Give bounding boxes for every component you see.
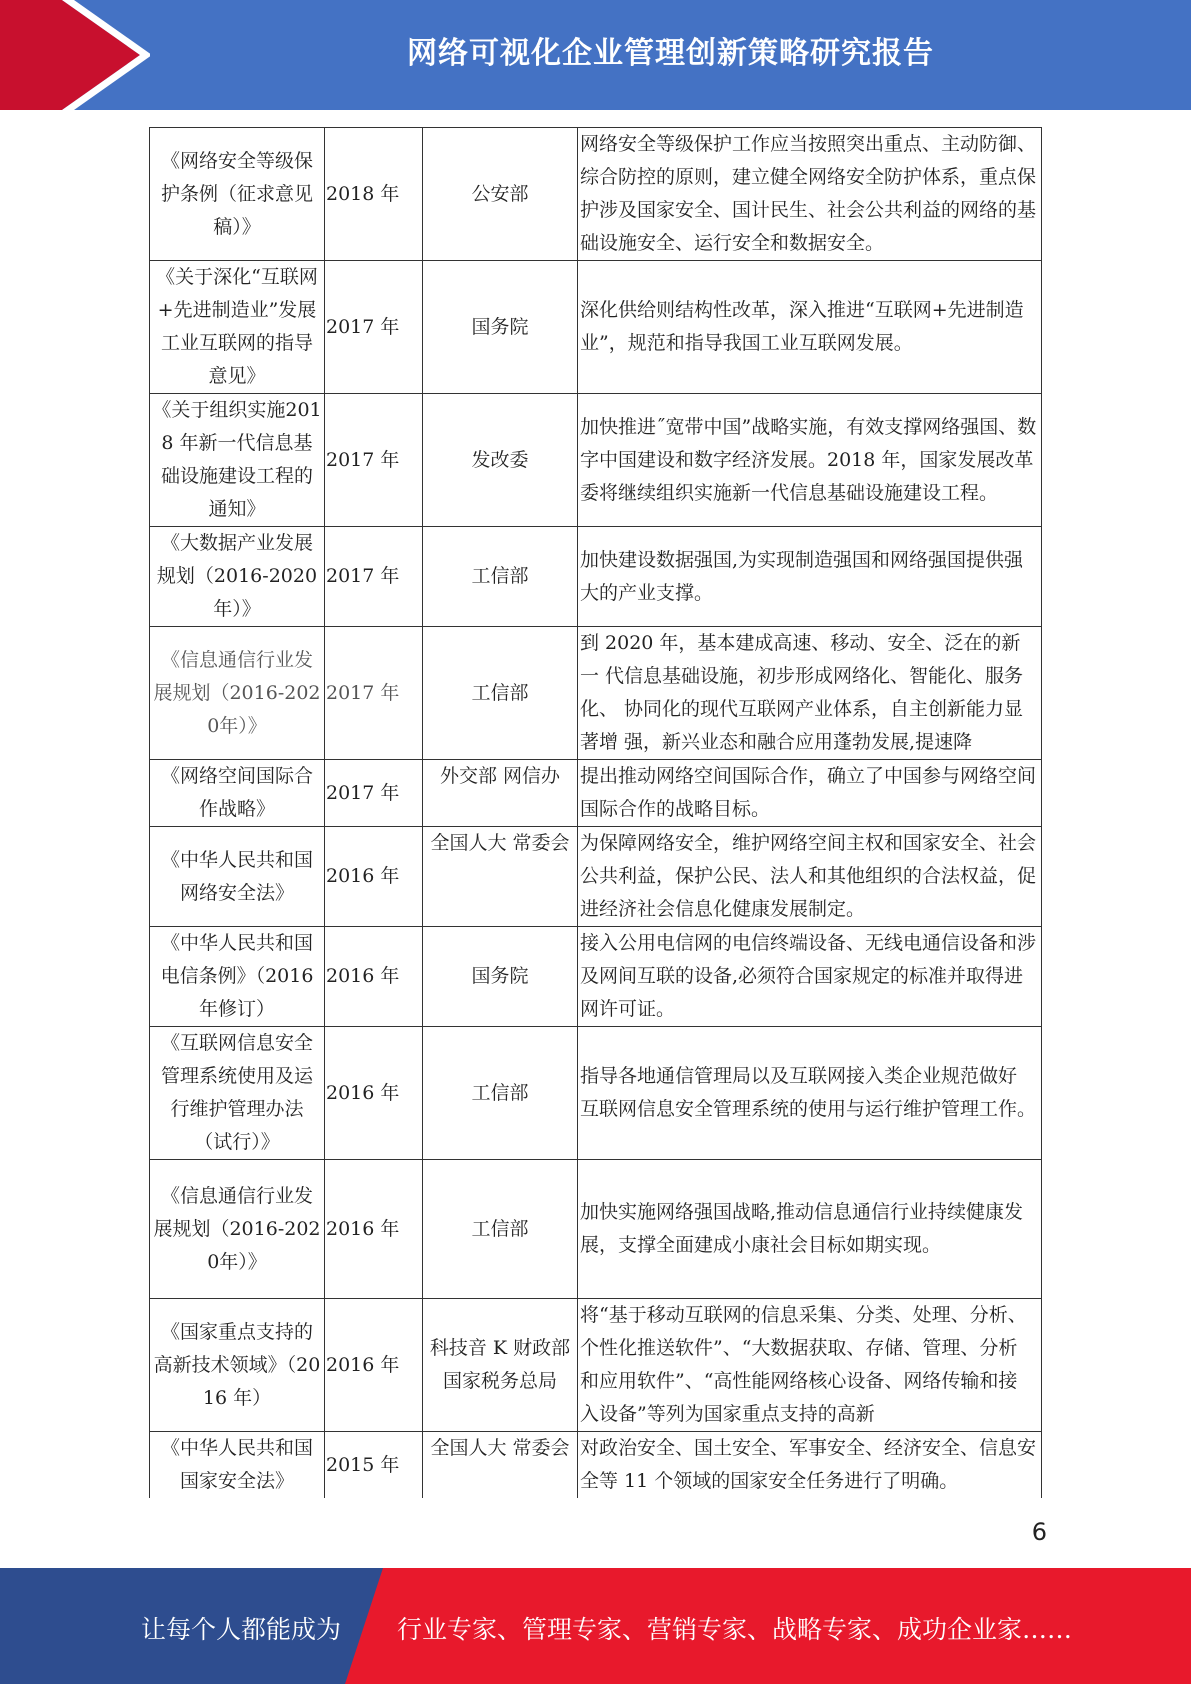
table-row bbox=[150, 1432, 1042, 1499]
policy-year-cell: 2017 年 bbox=[325, 394, 423, 527]
policy-desc-cell: 加快推进˝宽带中国”战略实施，有效支撑网络强国、数字中国建设和数字经济发展。2018 年，国家发展改革委将继续组织实施新一代信息基础设施建设工程。 bbox=[578, 394, 1042, 527]
policy-dept-cell: 公安部 bbox=[423, 128, 578, 261]
policy-desc-cell: 为保障网络安全，维护网络空间主权和国家安全、社会 公共利益，保护公民、法人和其他组织的合法权益，促 进经济社会信息化健康发展制定。 bbox=[578, 827, 1042, 927]
policy-year-cell: 2018 年 bbox=[325, 128, 423, 261]
policy-desc-cell: 提出推动网络空间国际合作，确立了中国参与网络空间 国际合作的战略目标。 bbox=[578, 760, 1042, 827]
policy-dept-cell: 工信部 bbox=[423, 527, 578, 627]
policy-year-cell: 2017 年 bbox=[325, 527, 423, 627]
policy-name-cell: 《信息通信行业发展规划（2016-2020年）》 bbox=[150, 1160, 325, 1299]
policy-name-cell: 《大数据产业发展规划（2016-2020年）》 bbox=[150, 527, 325, 627]
policy-name-cell: 《关于组织实施2018 年新一代信息基础设施建设工程的通知》 bbox=[150, 394, 325, 527]
policy-year-cell: 2017 年 bbox=[325, 627, 423, 760]
policy-name-cell: 《关于深化“互联网+先进制造业”发展工业互联网的指导意见》 bbox=[150, 261, 325, 394]
table-row bbox=[150, 1299, 1042, 1432]
policy-year-cell: 2016 年 bbox=[325, 1299, 423, 1432]
table-row bbox=[150, 627, 1042, 760]
policy-desc-cell: 接入公用电信网的电信终端设备、无线电通信设备和涉 及网间互联的设备,必须符合国家规定的标准并取得进 网许可证。 bbox=[578, 927, 1042, 1027]
policy-desc-cell: 加快实施网络强国战略,推动信息通信行业持续健康发 展，支撑全面建成小康社会目标如期实现。 bbox=[578, 1160, 1042, 1299]
policy-year-cell: 2016 年 bbox=[325, 827, 423, 927]
arrow-red-shape bbox=[0, 0, 140, 110]
policy-dept-cell: 工信部 bbox=[423, 1027, 578, 1160]
policy-desc-cell: 到 2020 年，基本建成高速、移动、安全、泛在的新一 代信息基础设施，初步形成网络化、智能化、服务化、 协同化的现代互联网产业体系，自主创新能力显著增 强，新兴业态和融合应用蓬勃发展,提速降 bbox=[578, 627, 1042, 760]
policy-dept-cell: 国务院 bbox=[423, 927, 578, 1027]
policy-year-cell: 2016 年 bbox=[325, 1160, 423, 1299]
table-row bbox=[150, 760, 1042, 827]
table-row bbox=[150, 927, 1042, 1027]
policy-desc-cell: 深化供给则结构性改革，深入推进“互联网+先进制造 业”，规范和指导我国工业互联网发展。 bbox=[578, 261, 1042, 394]
footer-slogan-right: 行业专家、管理专家、营销专家、战略专家、成功企业家…… bbox=[397, 1615, 1073, 1644]
policy-dept-cell: 工信部 bbox=[423, 627, 578, 760]
policy-year-cell: 2016 年 bbox=[325, 927, 423, 1027]
policy-year-cell: 2015 年 bbox=[325, 1432, 423, 1499]
policy-dept-cell: 工信部 bbox=[423, 1160, 578, 1299]
policy-name-cell: 《信息通信行业发展规划（2016-2020年）》 bbox=[150, 627, 325, 760]
policy-desc-cell: 将“基于移动互联网的信息采集、分类、处理、分析、 个性化推送软件”、“大数据获取、存储、管理、分析 和应用软件”、“高性能网络核心设备、网络传输和接 入设备”等列为国家重点支持的高新 bbox=[578, 1299, 1042, 1432]
report-title: 网络可视化企业管理创新策略研究报告 bbox=[407, 36, 934, 71]
policy-year-cell: 2016 年 bbox=[325, 1027, 423, 1160]
policy-dept-cell: 国务院 bbox=[423, 261, 578, 394]
policy-table bbox=[149, 127, 1042, 1498]
page-number: 6 bbox=[1031, 1518, 1047, 1546]
policy-year-cell: 2017 年 bbox=[325, 760, 423, 827]
policy-dept-cell: 科技音 K 财政部 国家税务总局 bbox=[423, 1299, 578, 1432]
policy-desc-cell: 对政治安全、国土安全、军事安全、经济安全、信息安 全等 11 个领域的国家安全任务进行了明确。 bbox=[578, 1432, 1042, 1499]
policy-desc-cell: 网络安全等级保护工作应当按照突出重点、主动防御、 综合防控的原则，建立健全网络安全防护体系，重点保 护涉及国家安全、国计民生、社会公共利益的网络的基 础设施安全、运行安全和数据安全。 bbox=[578, 128, 1042, 261]
table-row bbox=[150, 1027, 1042, 1160]
policy-name-cell: 《中华人民共和国电信条例》（2016年修订） bbox=[150, 927, 325, 1027]
page-header bbox=[0, 0, 1191, 110]
footer-slogan-left: 让每个人都能成为 bbox=[141, 1615, 342, 1644]
table-row bbox=[150, 128, 1042, 261]
policy-name-cell: 《国家重点支持的高新技术领域》（2016 年） bbox=[150, 1299, 325, 1432]
policy-name-cell: 《互联网信息安全管理系统使用及运行维护管理办法（试行）》 bbox=[150, 1027, 325, 1160]
table-row bbox=[150, 394, 1042, 527]
policy-desc-cell: 加快建设数据强国,为实现制造强国和网络强国提供强 大的产业支撑。 bbox=[578, 527, 1042, 627]
policy-name-cell: 《网络安全等级保护条例（征求意见稿）》 bbox=[150, 128, 325, 261]
policy-name-cell: 《网络空间国际合作战略》 bbox=[150, 760, 325, 827]
policy-dept-cell: 发改委 bbox=[423, 394, 578, 527]
table-row bbox=[150, 261, 1042, 394]
policy-desc-cell: 指导各地通信管理局以及互联网接入类企业规范做好 互联网信息安全管理系统的使用与运行维护管理工作。 bbox=[578, 1027, 1042, 1160]
policy-dept-cell: 外交部 网信办 bbox=[423, 760, 578, 827]
header-arrow-graphic bbox=[0, 0, 150, 110]
policy-name-cell: 《中华人民共和国网络安全法》 bbox=[150, 827, 325, 927]
policy-name-cell: 《中华人民共和国国家安全法》 bbox=[150, 1432, 325, 1499]
policy-dept-cell: 全国人大 常委会 bbox=[423, 1432, 578, 1499]
table-row bbox=[150, 1160, 1042, 1299]
policy-year-cell: 2017 年 bbox=[325, 261, 423, 394]
page-footer bbox=[0, 1568, 1191, 1684]
table-row bbox=[150, 527, 1042, 627]
table-row bbox=[150, 827, 1042, 927]
policy-dept-cell: 全国人大 常委会 bbox=[423, 827, 578, 927]
